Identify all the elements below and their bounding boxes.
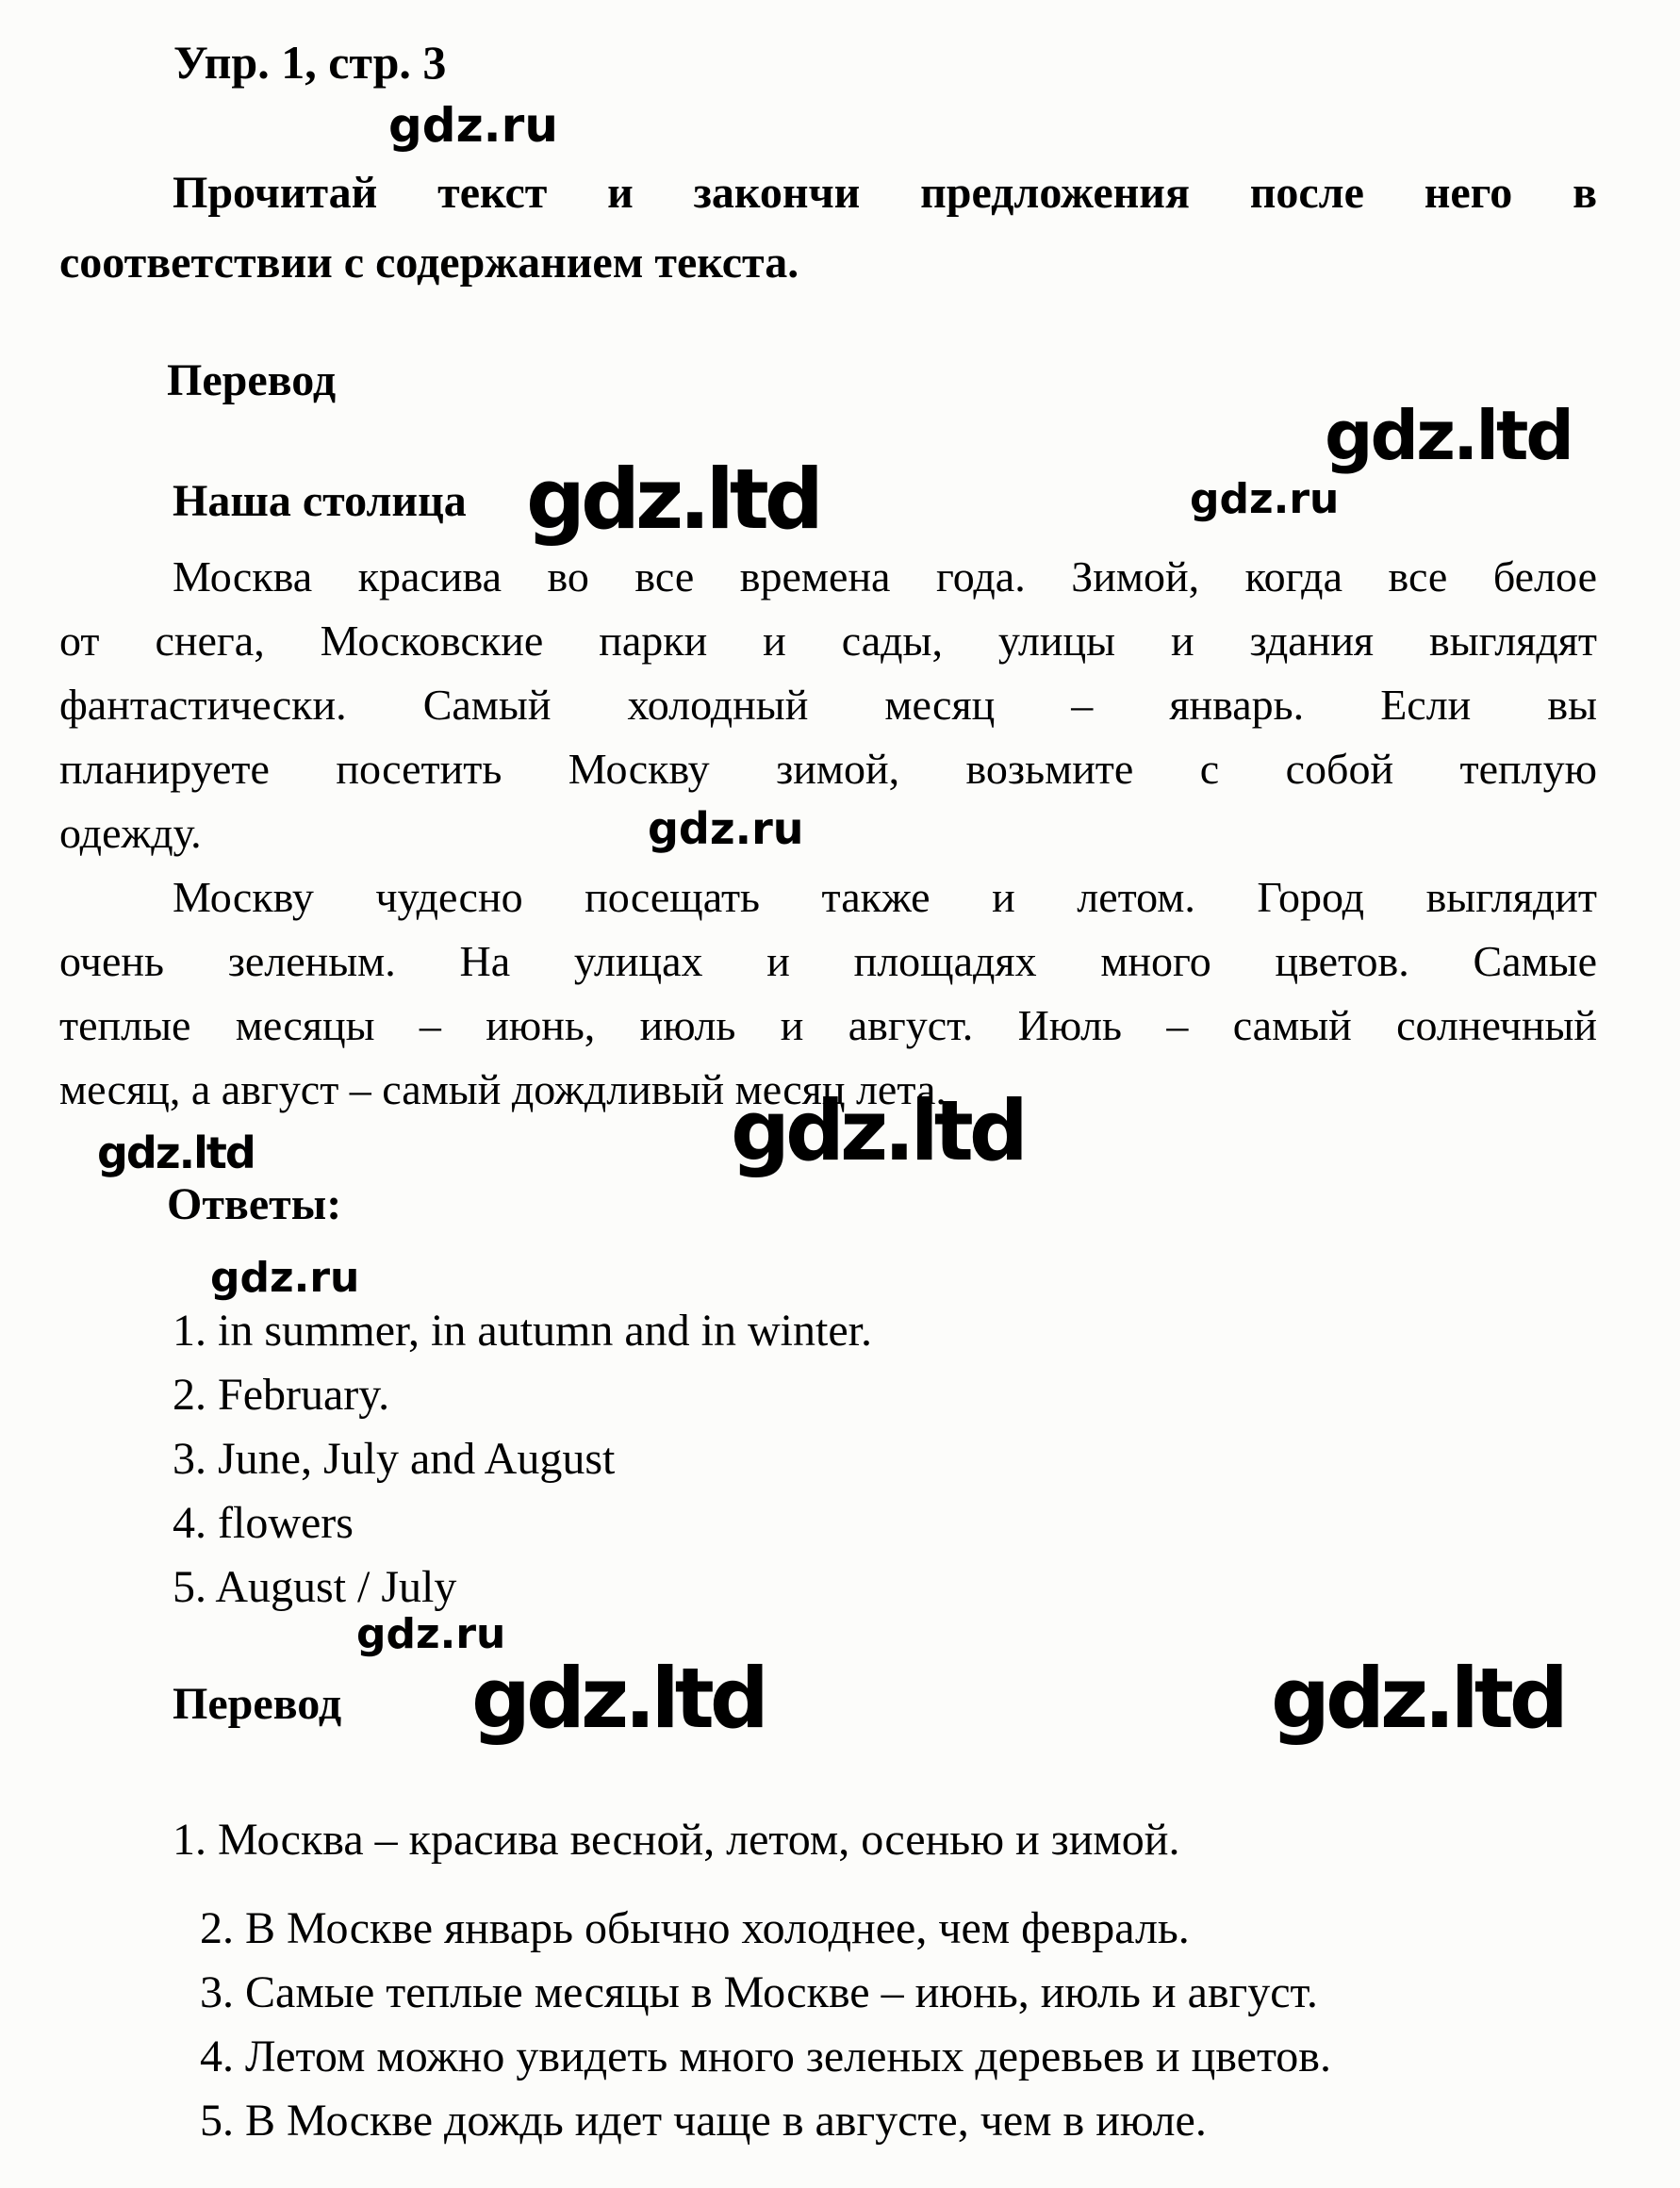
answers-list-en: [173, 1299, 872, 1620]
answer-item-ru: 1. Москва – красива весной, летом, осенью и зимой.: [173, 1815, 1180, 1865]
gdz-ltd-watermark: gdz.ltd: [471, 1650, 765, 1747]
answers-heading: Ответы:: [167, 1179, 342, 1229]
gdz-ltd-watermark: gdz.ltd: [1325, 396, 1572, 475]
task-line: соответствии с содержанием текста.: [59, 238, 799, 288]
paragraph-line: фантастически. Самый холодный месяц – январь. Если вы: [59, 681, 1597, 729]
paragraph-line: Москва красива во все времена года. Зимой, когда все белое: [173, 552, 1597, 600]
paragraph-line: очень зеленым. На улицах и площадях много цветов. Самые: [59, 937, 1597, 985]
paragraph-line: одежду.: [59, 809, 202, 857]
answer-item-ru: 5. В Москве дождь идет чаще в августе, чем в июле.: [200, 2096, 1207, 2146]
page-title: Упр. 1, стр. 3: [173, 36, 447, 89]
paragraph-line: теплые месяцы – июнь, июль и август. Июль – самый солнечный: [59, 1001, 1597, 1049]
story-paragraph-1: [59, 545, 1597, 865]
answer-item-ru: 4. Летом можно увидеть много зеленых деревьев и цветов.: [200, 2032, 1331, 2081]
gdz-ru-watermark: gdz.ru: [1190, 475, 1340, 523]
gdz-ru-watermark: gdz.ru: [388, 98, 558, 153]
gdz-ltd-watermark: gdz.ltd: [1271, 1650, 1564, 1747]
answers-list-ru: [200, 1897, 1331, 2153]
gdz-ru-watermark: gdz.ru: [648, 803, 804, 854]
gdz-ru-watermark: gdz.ru: [210, 1254, 360, 1302]
answer-item-en: 2. February.: [173, 1370, 390, 1420]
task-text: [59, 158, 1597, 298]
translation-heading-2: Перевод: [173, 1679, 342, 1729]
answer-item-ru: 3. Самые теплые месяцы в Москве – июнь, июль и август.: [200, 1967, 1318, 2017]
answer-item-en: 4. flowers: [173, 1498, 354, 1548]
gdz-ru-watermark: gdz.ru: [356, 1610, 506, 1658]
gdz-ltd-watermark: gdz.ltd: [731, 1082, 1024, 1179]
paragraph-line: Москву чудесно посещать также и летом. Город выглядит: [173, 873, 1597, 921]
answer-item-en: 5. August / July: [173, 1562, 457, 1612]
story-title: Наша столица: [173, 476, 467, 526]
answer-item-en: 3. June, July and August: [173, 1434, 616, 1484]
gdz-ltd-watermark: gdz.ltd: [526, 451, 819, 548]
paragraph-line: планируете посетить Москву зимой, возьмите с собой теплую: [59, 745, 1597, 793]
answer-item-ru: 2. В Москве январь обычно холоднее, чем февраль.: [200, 1903, 1190, 1953]
answer-item-en: 1. in summer, in autumn and in winter.: [173, 1306, 872, 1356]
gdz-ltd-watermark: gdz.ltd: [97, 1127, 255, 1178]
task-line: Прочитай текст и закончи предложения после него в: [173, 168, 1597, 218]
translation-heading: Перевод: [167, 355, 337, 405]
paragraph-line: месяц, а август – самый дождливый месяц лета.: [59, 1065, 947, 1113]
paragraph-line: от снега, Московские парки и сады, улицы и здания выглядят: [59, 617, 1597, 665]
